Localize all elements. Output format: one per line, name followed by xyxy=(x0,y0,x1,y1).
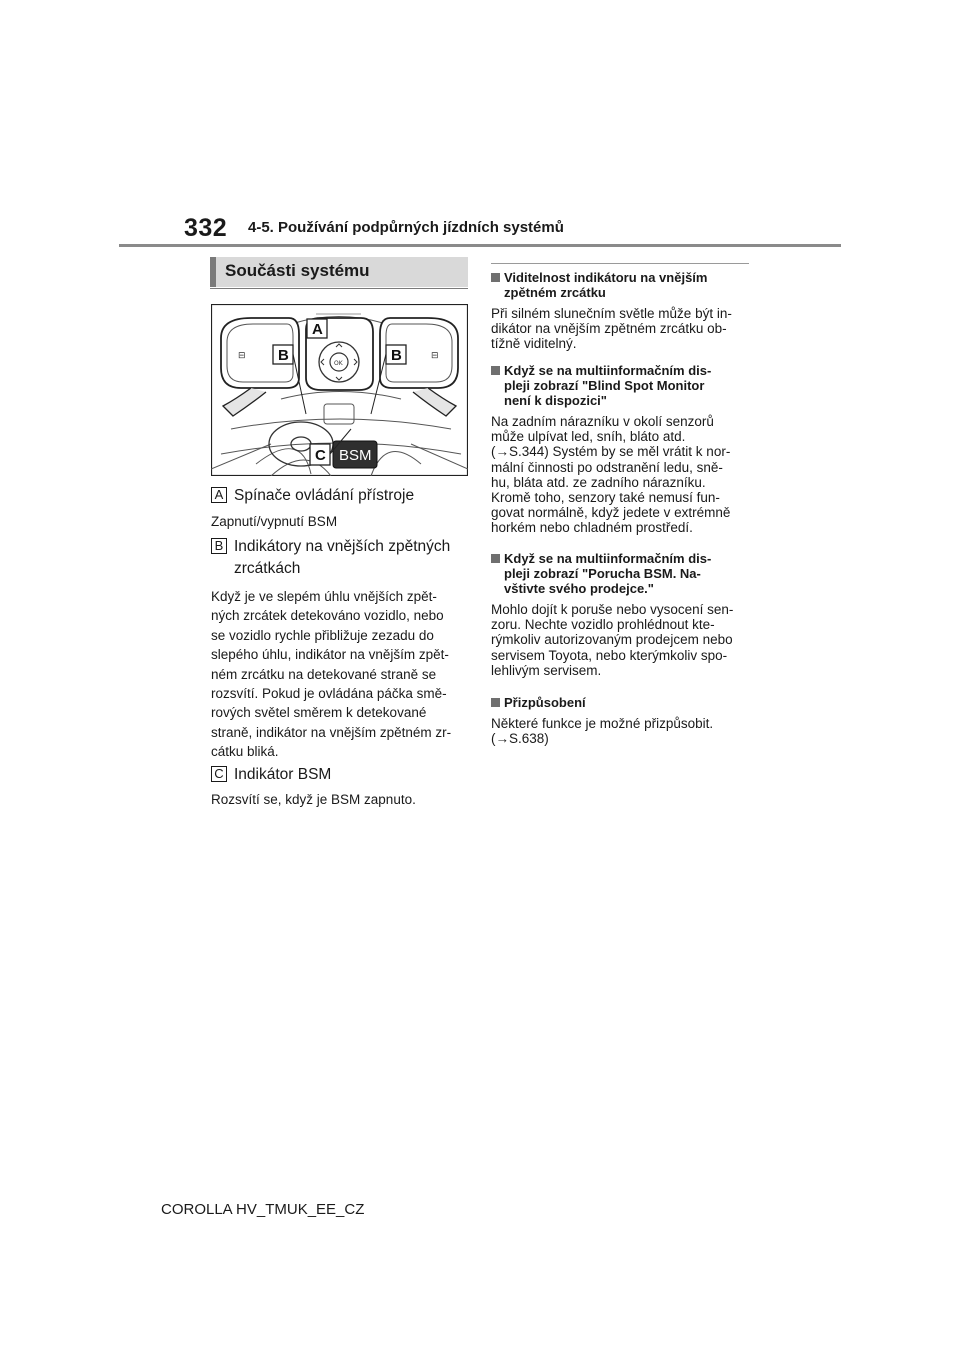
svg-text:B: B xyxy=(278,347,289,364)
note-unavailable-body: Na zadním nárazníku v okolí senzorů může ulpívat led, sníh, bláto atd. (→S.344) Systém by se měl vrátit k nor- mální činnosti po odstranění ledu, sně- hu, bláta atd. ze zadního nárazníku. Kromě toho, senzory také nemusí fun- govat normálně, když jedete v extrémně horkém nebo chladném prostředí. xyxy=(491,414,731,536)
footer-model-code: COROLLA HV_TMUK_EE_CZ xyxy=(161,1201,365,1218)
body-line: cátku bliká. xyxy=(211,744,279,760)
body-line: rových světel směrem k detekované xyxy=(211,705,427,721)
note-malfunction-heading: Když se na multiinformačním dis- pleji zobrazí "Porucha BSM. Na- vštivte svého prodejce." xyxy=(491,551,749,596)
svg-text:BSM: BSM xyxy=(339,447,372,464)
page-number: 332 xyxy=(184,214,228,242)
body-line: ných zrcátek detekováno vozidlo, nebo xyxy=(211,608,444,624)
header-divider xyxy=(119,244,841,247)
svg-text:⊟: ⊟ xyxy=(238,351,246,361)
section-title-underline xyxy=(210,288,468,289)
bullet-square-icon xyxy=(491,554,500,563)
body-line: rozsvítí. Pokud je ovládána páčka smě- xyxy=(211,686,447,702)
chapter-title: 4-5. Používání podpůrných jízdních systémů xyxy=(248,219,564,236)
bullet-square-icon xyxy=(491,366,500,375)
item-c-heading xyxy=(211,764,331,786)
note-customization-body: Některé funkce je možné přizpůsobit. (→S.638) xyxy=(491,716,714,747)
bsm-system-illustration xyxy=(211,304,468,476)
item-c-body xyxy=(211,790,469,809)
item-b-heading xyxy=(211,536,450,580)
item-c-text: Rozsvítí se, když je BSM zapnuto. xyxy=(211,792,416,807)
bullet-square-icon xyxy=(491,698,500,707)
section-title: Součásti systému xyxy=(210,257,468,287)
label-b-box: B xyxy=(211,538,227,554)
body-line: Když je ve slepém úhlu vnějších zpět- xyxy=(211,589,437,604)
bullet-square-icon xyxy=(491,273,500,282)
item-a-title: Spínače ovládání přístroje xyxy=(234,487,415,504)
label-c-box: C xyxy=(211,766,227,782)
svg-text:OK: OK xyxy=(334,360,343,367)
item-a-text: Zapnutí/vypnutí BSM xyxy=(211,514,338,529)
svg-text:B: B xyxy=(391,347,402,364)
body-line: se vozidlo rychle přibližuje zezadu do xyxy=(211,627,434,643)
item-c-title: Indikátor BSM xyxy=(234,766,332,783)
item-a-body xyxy=(211,512,469,531)
body-line: ném zrcátku na detekované straně se xyxy=(211,666,437,682)
label-a-box: A xyxy=(211,487,227,503)
item-b-body xyxy=(211,587,469,762)
body-line: slepého úhlu, indikátor na vnějším zpět- xyxy=(211,647,449,663)
svg-text:⊟: ⊟ xyxy=(431,351,439,361)
svg-text:C: C xyxy=(315,447,326,464)
item-b-title-line2: zrcátkách xyxy=(234,560,301,577)
note-visibility-body: Při silném slunečním světle může být in- dikátor na vnějším zpětném zrcátku ob- tížně viditelný. xyxy=(491,306,732,352)
note-unavailable-heading: Když se na multiinformačním dis- pleji zobrazí "Blind Spot Monitor není k dispozici" xyxy=(491,363,749,408)
item-b-title-line1: Indikátory na vnějších zpětných xyxy=(234,538,451,555)
right-column-divider xyxy=(491,263,749,264)
item-a-heading xyxy=(211,485,414,507)
body-line: straně, indikátor na vnějším zpětném zr- xyxy=(211,724,452,740)
svg-text:A: A xyxy=(312,321,323,338)
note-visibility-heading: Viditelnost indikátoru na vnějším zpětném zrcátku xyxy=(491,270,749,300)
note-malfunction-body: Mohlo dojít k poruše nebo vysocení sen- zoru. Nechte vozidlo prohlédnout kte- rýmkoliv autorizovaným prodejcem nebo servisem Toyota, nebo kterýmkoliv spo- lehlivým servisem. xyxy=(491,602,734,678)
note-customization-heading: Přizpůsobení xyxy=(491,695,749,710)
bsm-indicator-badge xyxy=(333,441,377,468)
